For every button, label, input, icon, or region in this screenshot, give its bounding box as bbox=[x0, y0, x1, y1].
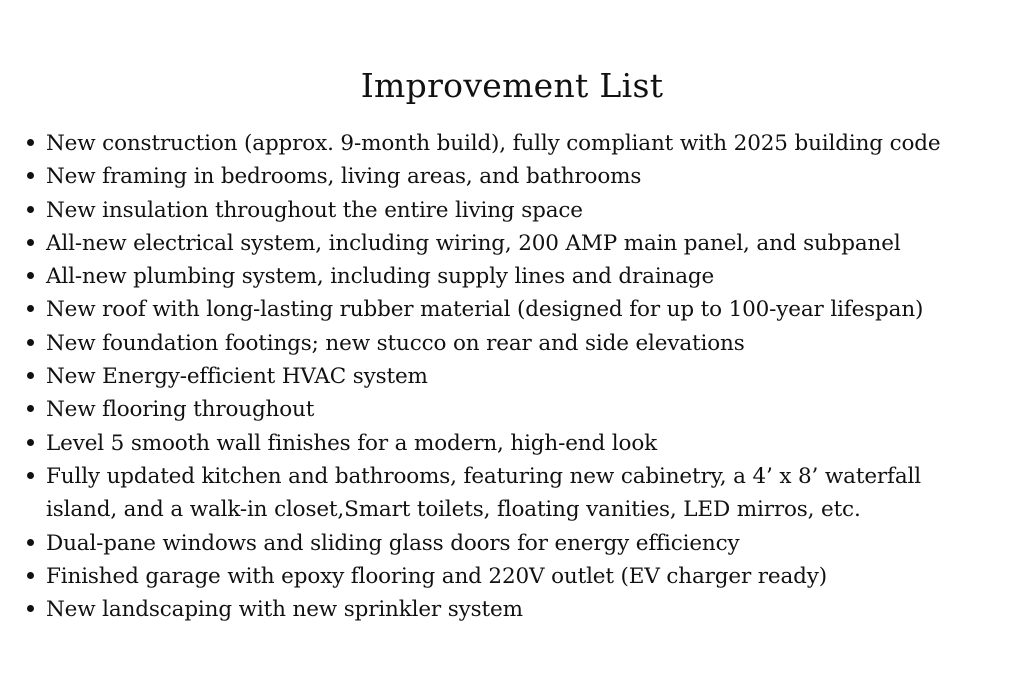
page-title: Improvement List bbox=[360, 66, 664, 106]
list-item-text: New landscaping with new sprinkler system bbox=[46, 597, 523, 623]
bullet-icon bbox=[24, 160, 36, 193]
bullet-icon bbox=[24, 293, 36, 326]
bullet-icon bbox=[24, 127, 36, 160]
bullet-icon bbox=[24, 460, 36, 493]
list-item bbox=[46, 527, 1021, 560]
bullet-icon bbox=[24, 227, 36, 260]
list-item-text: New insulation throughout the entire living space bbox=[46, 197, 583, 223]
list-item bbox=[46, 194, 1021, 227]
list-item-text: New construction (approx. 9-month build), fully compliant with 2025 building code bbox=[46, 131, 941, 156]
bullet-icon bbox=[24, 527, 36, 560]
improvement-list bbox=[46, 127, 1021, 626]
list-item bbox=[46, 260, 1021, 293]
list-item bbox=[46, 293, 1021, 326]
list-item bbox=[46, 127, 1021, 160]
list-item bbox=[46, 327, 1021, 360]
list-item-text: Fully updated kitchen and bathrooms, featuring new cabinetry, a 4’ x 8’ waterfall bbox=[46, 463, 921, 489]
list-item bbox=[46, 460, 1021, 527]
bullet-icon bbox=[24, 360, 36, 393]
list-item-text: All-new plumbing system, including supply lines and drainage bbox=[46, 264, 715, 290]
list-item bbox=[46, 160, 1021, 193]
bullet-icon bbox=[24, 194, 36, 227]
list-item-text: New roof with long-lasting rubber material (designed for up to 100-year lifespan) bbox=[46, 297, 924, 323]
list-item bbox=[46, 427, 1021, 460]
list-item-text: New Energy-efficient HVAC system bbox=[46, 364, 428, 390]
list-item-text: New foundation footings; new stucco on rear and side elevations bbox=[46, 330, 745, 356]
list-item-text-continued: island, and a walk-in closet,Smart toilets, floating vanities, LED mirros, etc. bbox=[46, 497, 861, 523]
bullet-icon bbox=[24, 560, 36, 593]
bullet-icon bbox=[24, 393, 36, 426]
list-item-text: Level 5 smooth wall finishes for a modern, high-end look bbox=[46, 430, 657, 456]
bullet-icon bbox=[24, 260, 36, 293]
list-item-text: Dual-pane windows and sliding glass doors for energy efficiency bbox=[46, 530, 740, 556]
bullet-icon bbox=[24, 593, 36, 626]
list-item-text: New framing in bedrooms, living areas, and bathrooms bbox=[46, 164, 642, 190]
list-item bbox=[46, 393, 1021, 426]
list-item-text: Finished garage with epoxy flooring and 220V outlet (EV charger ready) bbox=[46, 563, 827, 589]
list-item bbox=[46, 560, 1021, 593]
list-item-text: All-new electrical system, including wiring, 200 AMP main panel, and subpanel bbox=[46, 230, 901, 256]
list-item-text: New flooring throughout bbox=[46, 397, 315, 423]
list-item bbox=[46, 360, 1021, 393]
list-item bbox=[46, 227, 1021, 260]
list-item bbox=[46, 593, 1021, 626]
bullet-icon bbox=[24, 427, 36, 460]
bullet-icon bbox=[24, 327, 36, 360]
